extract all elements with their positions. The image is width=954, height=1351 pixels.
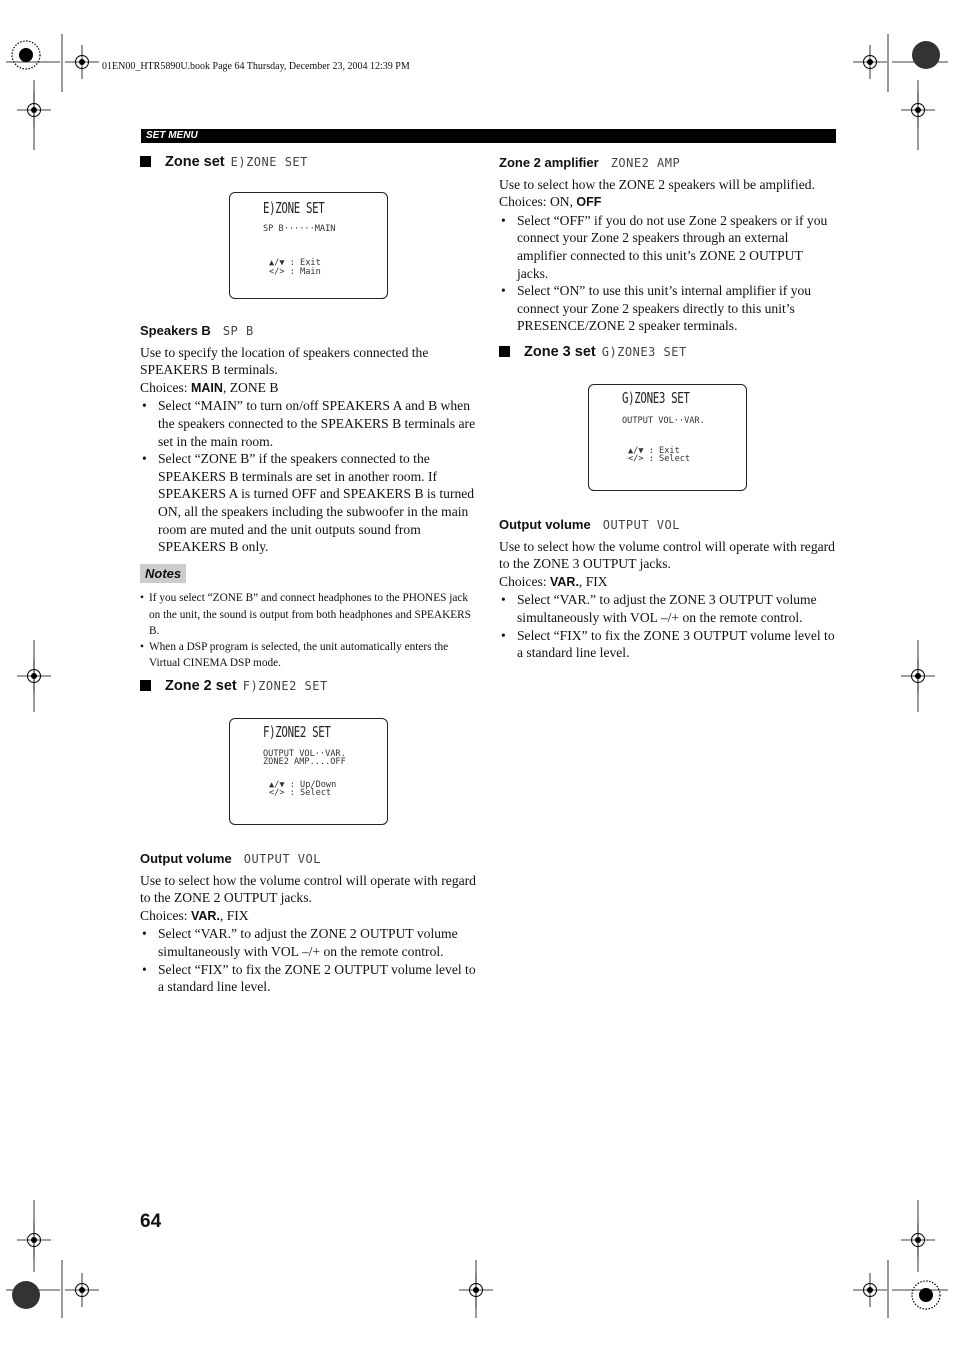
zone-set-heading: Zone set E)ZONE SET (140, 154, 476, 172)
zone3-set-screen (588, 384, 747, 491)
zone3-output-desc: Use to select how the volume control will operate with regard to the ZONE 3 OUTPUT jacks. (499, 538, 835, 572)
zone3-output-heading: Output volume OUTPUT VOL (499, 517, 680, 532)
speakers-b-bullets (140, 397, 476, 555)
zone2-output-block (140, 850, 476, 996)
list-item: • Select “ZONE B” if the speakers connected to the SPEAKERS B terminals are set in another room. If SPEAKERS A is turned OFF and SPEAKERS B is turned ON, all the speakers including the subwoofer in the main room are muted and the unit outputs sound from SPEAKERS B only. (140, 450, 476, 556)
screen-nav: </> : Select (628, 454, 691, 464)
screen-nav: </> : Select (269, 788, 332, 798)
zone2-set-heading: Zone 2 set F)ZONE2 SET (140, 678, 476, 696)
list-item: • Select “MAIN” to turn on/off SPEAKERS A and B when the speakers connected to the SPEAKERS B terminals are set in the main room. (140, 397, 476, 450)
zone2-amp-choices: Choices: ON, OFF (499, 194, 602, 210)
list-item: • Select “OFF” if you do not use Zone 2 speakers or if you connect your Zone 2 speakers through an external amplifier connected to this unit’s ZONE 2 OUTPUT jacks. (499, 212, 837, 282)
screen-line: OUTPUT VOL··VAR. (622, 416, 705, 426)
file-info-header: 01EN00_HTR5890U.book Page 64 Thursday, December 23, 2004 12:39 PM (102, 61, 410, 72)
zone3-set-block (499, 344, 837, 362)
zone2-output-desc: Use to select how the volume control will operate with regard to the ZONE 2 OUTPUT jacks. (140, 872, 476, 906)
list-item: • If you select “ZONE B” and connect headphones to the PHONES jack on the unit, the sound is output from both headphones and SPEAKERS B. (140, 590, 476, 639)
notes-label: Notes (140, 564, 186, 584)
speakers-b-block (140, 322, 476, 671)
zone-set-screen (229, 192, 388, 299)
list-item: • Select “FIX” to fix the ZONE 2 OUTPUT volume level to a standard line level. (140, 961, 476, 996)
zone2-set-block (140, 678, 476, 696)
section-bar-label: SET MENU (146, 130, 198, 141)
zone2-set-screen (229, 718, 388, 825)
screen-nav: ▲/▼ : Exit (269, 258, 321, 268)
zone2-output-choices: Choices: VAR., FIX (140, 907, 249, 923)
speakers-b-desc: Use to specify the location of speakers connected the SPEAKERS B terminals. (140, 344, 429, 378)
zone3-output-bullets (499, 591, 837, 661)
section-bar (141, 129, 836, 143)
list-item: • When a DSP program is selected, the unit automatically enters the Virtual CINEMA DSP mode. (140, 639, 476, 671)
zone2-amp-heading: Zone 2 amplifier ZONE2 AMP (499, 155, 681, 170)
zone3-output-choices: Choices: VAR., FIX (499, 573, 608, 589)
zone3-output-block (499, 516, 837, 662)
zone2-amp-desc: Use to select how the ZONE 2 speakers will be amplified. (499, 176, 815, 192)
list-item: • Select “ON” to use this unit’s internal amplifier if you connect your Zone 2 speakers directly to this unit’s PRESENCE/ZONE 2 speaker terminals. (499, 282, 837, 335)
screen-title: E)ZONE SET (263, 199, 325, 217)
zone3-set-heading: Zone 3 set G)ZONE3 SET (499, 344, 837, 362)
list-item: • Select “FIX” to fix the ZONE 3 OUTPUT volume level to a standard line level. (499, 627, 837, 662)
screen-nav: ▲/▼ : Up/Down (269, 780, 337, 790)
zone2-amp-bullets (499, 212, 837, 335)
screen-line: SP B······MAIN (263, 224, 336, 234)
speakers-b-heading: Speakers B SP B (140, 323, 254, 338)
screen-line: ZONE2 AMP....OFF (263, 757, 346, 767)
zone2-output-bullets (140, 925, 476, 995)
screen-nav: ▲/▼ : Exit (628, 446, 680, 456)
speakers-b-choices: Choices: MAIN, ZONE B (140, 379, 279, 395)
screen-title: G)ZONE3 SET (622, 389, 690, 407)
screen-title: F)ZONE2 SET (263, 723, 331, 741)
notes-list (140, 590, 476, 671)
list-item: • Select “VAR.” to adjust the ZONE 2 OUTPUT volume simultaneously with VOL –/+ on the remote control. (140, 925, 476, 960)
list-item: • Select “VAR.” to adjust the ZONE 3 OUTPUT volume simultaneously with VOL –/+ on the remote control. (499, 591, 837, 626)
zone2-output-heading: Output volume OUTPUT VOL (140, 851, 321, 866)
page-number: 64 (140, 1211, 162, 1232)
left-column (140, 154, 476, 172)
zone2-amp-block (499, 154, 837, 335)
screen-nav: </> : Main (269, 267, 321, 277)
screen-line: OUTPUT VOL··VAR. (263, 749, 346, 759)
